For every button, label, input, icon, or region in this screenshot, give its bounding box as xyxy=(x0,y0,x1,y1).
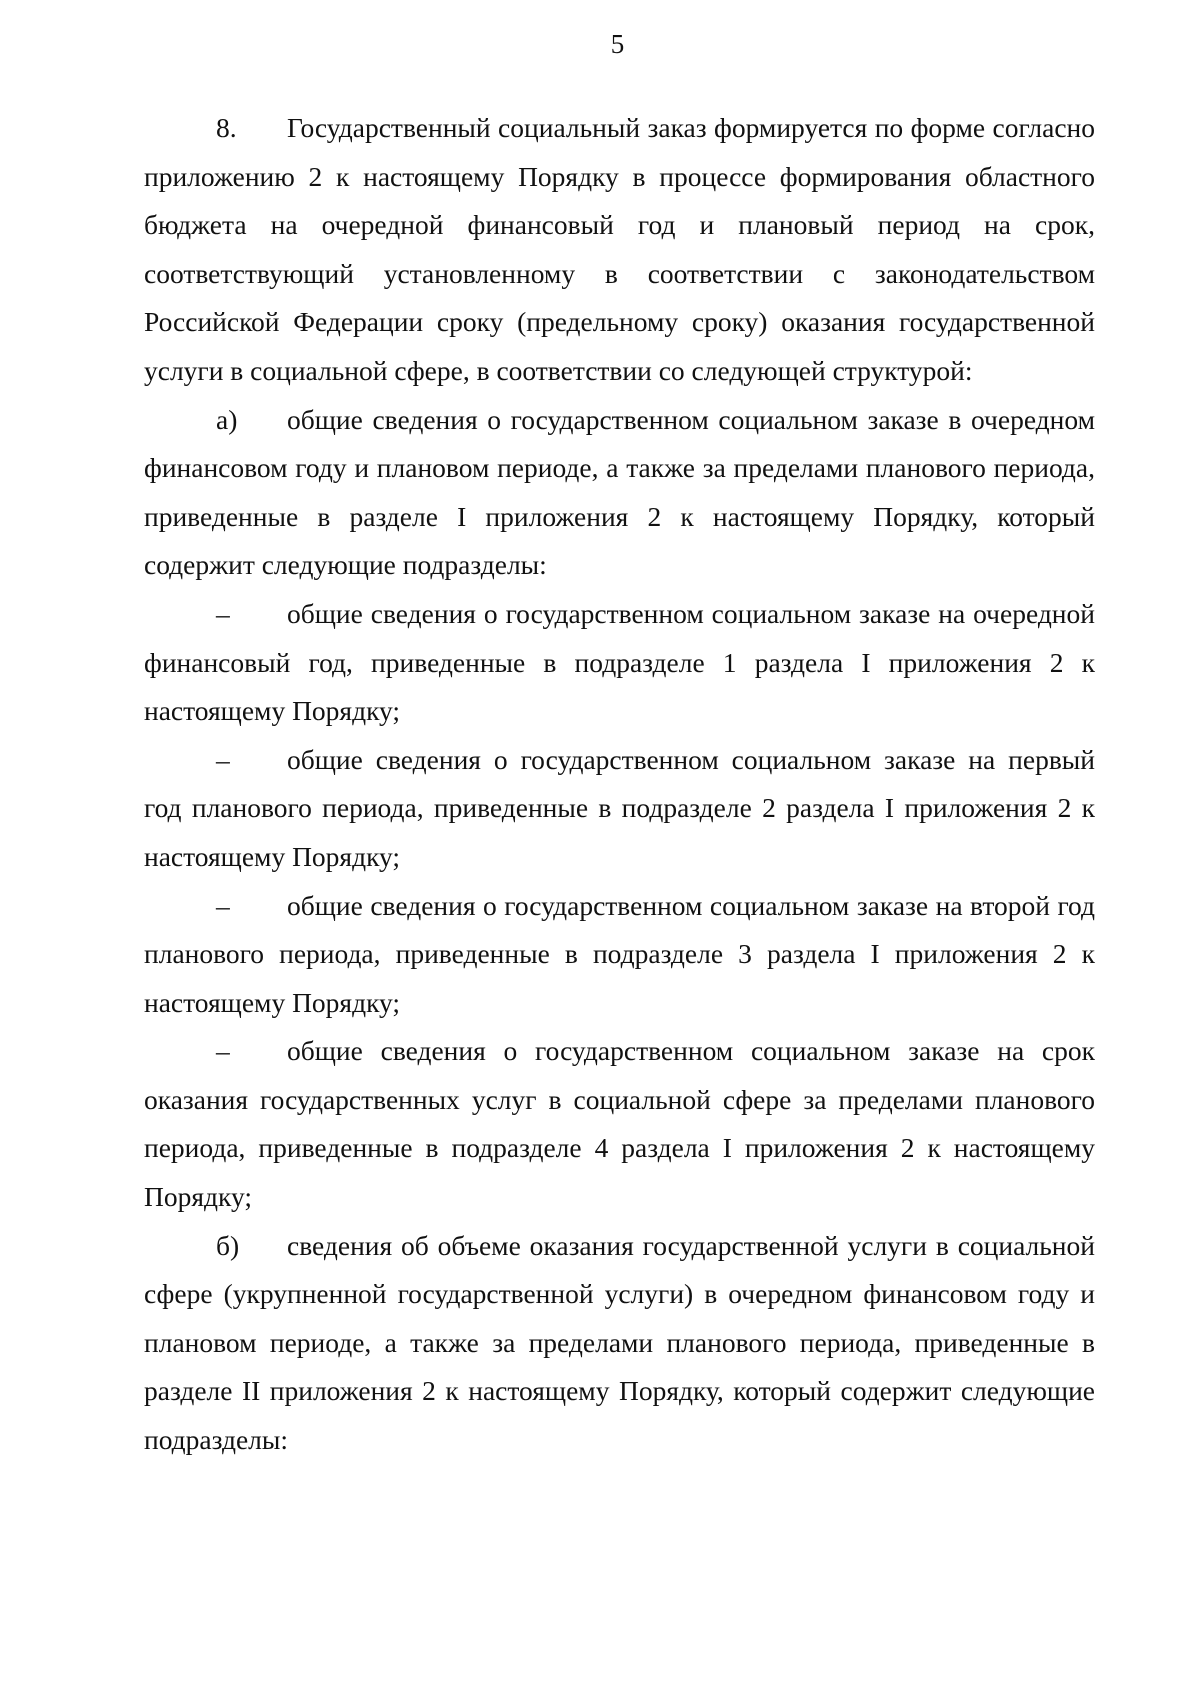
dash-marker: – xyxy=(216,889,230,921)
list-item-subsection-1 xyxy=(144,590,1095,736)
paragraph-b xyxy=(144,1222,1095,1465)
paragraph-text: общие сведения о государственном социальном заказе в очередном финансовом году и плановом периоде, а также за пределами планового периода, приведенные в разделе I приложения 2 к настоящему Порядку, который содержит следующие подразделы: xyxy=(144,403,1095,581)
page-number: 5 xyxy=(610,29,625,59)
paragraph-text: общие сведения о государственном социальном заказе на первый год планового периода, приведенные в подразделе 2 раздела I приложения 2 к настоящему Порядку; xyxy=(144,743,1095,872)
paragraph-text: сведения об объеме оказания государственной услуги в социальной сфере (укрупненной государственной услуги) в очередном финансовом году и плановом периоде, а также за пределами планового периода, приведенные в разделе II приложения 2 к настоящему Порядку, который содержит следующие подразделы: xyxy=(144,1229,1095,1456)
dash-marker: – xyxy=(216,743,230,775)
dash-marker: – xyxy=(216,1035,230,1067)
paragraph-a xyxy=(144,396,1095,590)
list-item-subsection-2 xyxy=(144,736,1095,882)
dash-marker: – xyxy=(216,597,230,629)
paragraph-text: общие сведения о государственном социальном заказе на второй год планового периода, приведенные в подразделе 3 раздела I приложения 2 к настоящему Порядку; xyxy=(144,889,1095,1018)
paragraph-marker: б) xyxy=(216,1229,240,1261)
paragraph-text: общие сведения о государственном социальном заказе на срок оказания государственных услуг в социальной сфере за пределами планового периода, приведенные в подразделе 4 раздела I приложения 2 к настоящему Порядку; xyxy=(144,1035,1095,1213)
paragraph-marker: а) xyxy=(216,403,238,435)
paragraph-8 xyxy=(144,104,1095,396)
list-item-subsection-3 xyxy=(144,882,1095,1028)
list-item-subsection-4 xyxy=(144,1027,1095,1221)
paragraph-marker: 8. xyxy=(216,112,237,143)
paragraph-text: общие сведения о государственном социальном заказе на очередной финансовый год, приведенные в подразделе 1 раздела I приложения 2 к настоящему Порядку; xyxy=(144,597,1095,727)
paragraph-text: Государственный социальный заказ формируется по форме согласно приложению 2 к настоящему Порядку в процессе формирования областного бюджета на очередной финансовый год и плановый период на срок, соответствующий установленному в соответствии с законодательством Российской Федерации сроку (предельному сроку) оказания государственной услуги в социальной сфере, в соответствии со следующей структурой: xyxy=(144,112,1095,386)
document-body xyxy=(144,104,1095,1465)
